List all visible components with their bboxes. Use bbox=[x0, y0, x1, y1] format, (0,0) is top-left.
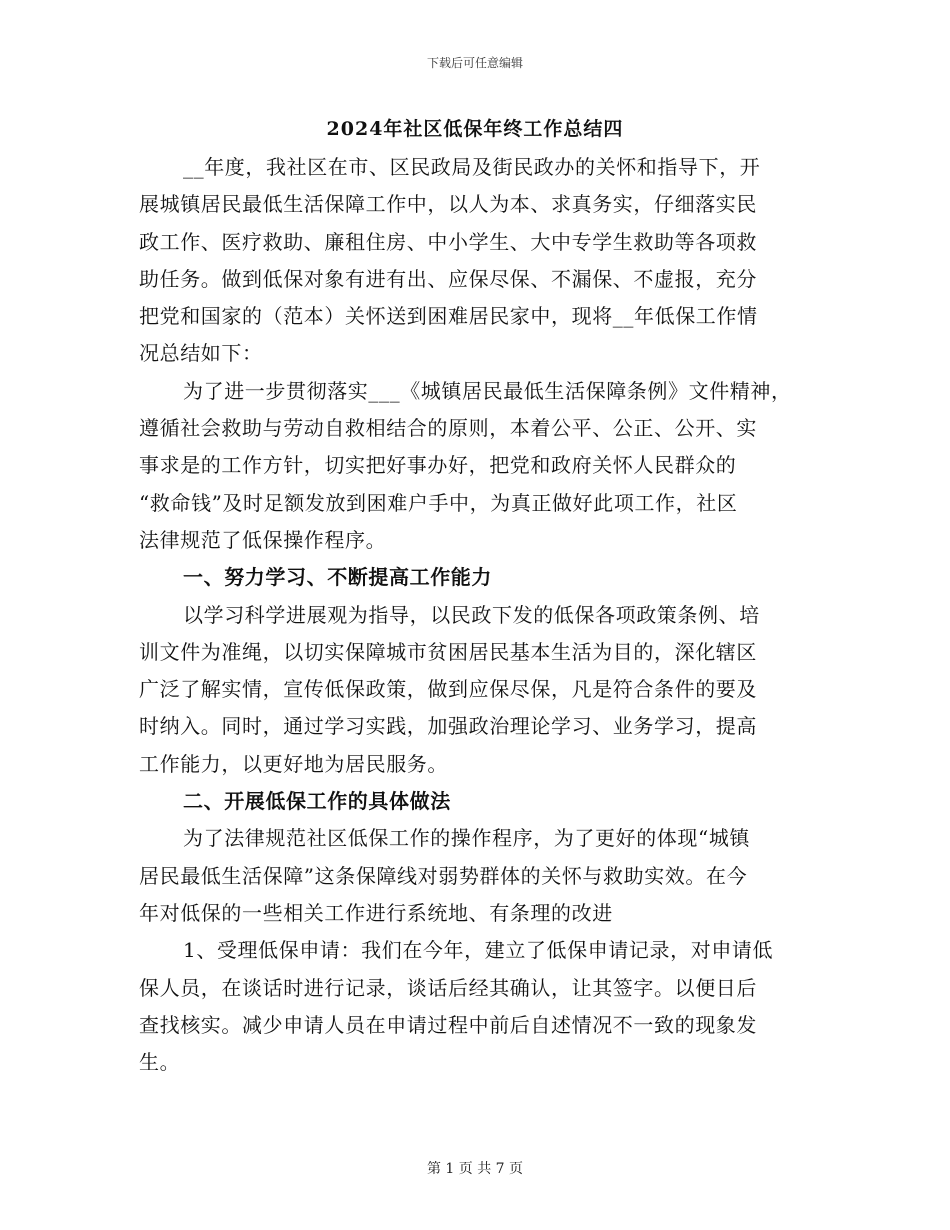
text-line: 年对低保的一些相关工作进行系统地、有条理的改进 bbox=[139, 900, 613, 925]
text-line: 查找核实。减少申请人员在申请过程中前后自述情况不一致的现象发 bbox=[139, 1012, 757, 1037]
text-line: 况总结如下： bbox=[139, 341, 263, 366]
text-line: 居民最低生活保障”这条保障线对弱势群体的关怀与救助实效。在今 bbox=[139, 863, 748, 888]
text-line: 政工作、医疗救助、廉租住房、中小学生、大中专学生救助等各项救 bbox=[139, 229, 757, 254]
text-line: __年度，我社区在市、区民政局及街民政办的关怀和指导下，开 bbox=[183, 155, 761, 179]
text-line: 展城镇居民最低生活保障工作中，以人为本、求真务实，仔细落实民 bbox=[139, 192, 757, 217]
text-line: 1、受理低保申请：我们在今年，建立了低保申请记录，对申请低 bbox=[183, 938, 774, 963]
text-line: 事求是的工作方针，切实把好事办好，把党和政府关怀人民群众的 bbox=[139, 453, 737, 478]
text-line: “救命钱”及时足额发放到困难户手中，为真正做好此项工作，社区 bbox=[139, 490, 738, 515]
document-body bbox=[139, 149, 829, 1081]
text-line: 生。 bbox=[139, 1050, 181, 1075]
document-title: 2024年社区低保年终工作总结四 bbox=[326, 118, 624, 140]
section-heading bbox=[139, 783, 829, 820]
text-line: 时纳入。同时，通过学习实践，加强政治理论学习、业务学习，提高 bbox=[139, 714, 757, 739]
paragraph bbox=[139, 149, 829, 373]
paragraph bbox=[139, 932, 829, 1081]
section-heading bbox=[139, 559, 829, 596]
header-note: 下载后可任意编辑 bbox=[426, 56, 523, 70]
text-line: 一、努力学习、不断提高工作能力 bbox=[183, 565, 492, 590]
text-line: 为了进一步贯彻落实___《城镇居民最低生活保障条例》文件精神， bbox=[183, 378, 792, 403]
text-line: 助任务。做到低保对象有进有出、应保尽保、不漏保、不虚报，充分 bbox=[139, 266, 757, 291]
paragraph bbox=[139, 373, 829, 559]
paragraph bbox=[139, 597, 829, 783]
text-line: 二、开展低保工作的具体做法 bbox=[183, 789, 451, 814]
paragraph bbox=[139, 820, 829, 932]
text-line: 法律规范了低保操作程序。 bbox=[139, 527, 387, 552]
text-line: 以学习科学进展观为指导，以民政下发的低保各项政策条例、培 bbox=[183, 602, 760, 627]
text-line: 把党和国家的（范本）关怀送到困难居民家中，现将__年低保工作情 bbox=[139, 304, 758, 329]
text-line: 工作能力，以更好地为居民服务。 bbox=[139, 751, 448, 776]
page-footer: 第 1 页 共 7 页 bbox=[426, 1161, 524, 1177]
text-line: 广泛了解实情，宣传低保政策，做到应保尽保，凡是符合条件的要及 bbox=[139, 677, 757, 702]
text-line: 为了法律规范社区低保工作的操作程序，为了更好的体现“城镇 bbox=[183, 826, 751, 851]
text-line: 遵循社会救助与劳动自救相结合的原则，本着公平、公正、公开、实 bbox=[139, 416, 757, 441]
text-line: 保人员，在谈话时进行记录，谈话后经其确认，让其签字。以便日后 bbox=[139, 975, 757, 1000]
text-line: 训文件为准绳，以切实保障城市贫困居民基本生活为目的，深化辖区 bbox=[139, 639, 757, 664]
